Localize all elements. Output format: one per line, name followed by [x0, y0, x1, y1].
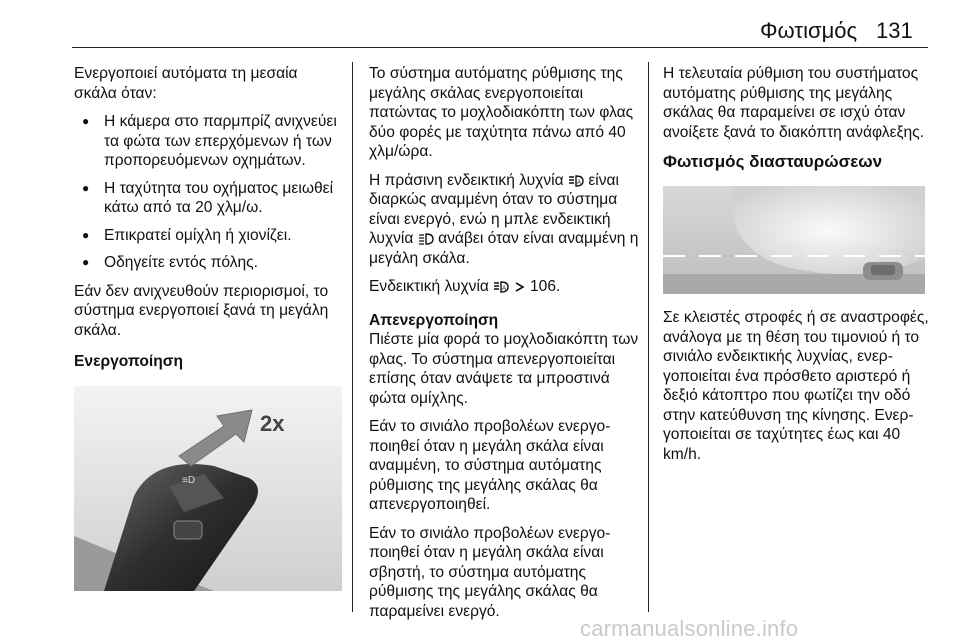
page-title: Φωτισμός: [760, 18, 858, 43]
column-divider-1: [352, 62, 353, 612]
header-rule: [72, 47, 928, 48]
indicator-reference: [369, 277, 641, 297]
last-setting-paragraph: Η τελευταία ρύθμιση του συστήματος αυτόματης ρύθμισης της μεγάλης σκάλας θα παραμείνει σε ισχύ όταν ανοίξετε ξανά το διακόπτη ανάφλεξης.: [663, 65, 925, 141]
activation-heading: Ενεργοποίηση: [74, 353, 183, 370]
reference-text: Ενδεικτική λυχνία: [369, 278, 489, 295]
stalk-button: [174, 521, 202, 539]
reference-page[interactable]: 106.: [529, 278, 561, 295]
column-2: [369, 64, 641, 630]
high-beam-icon: [418, 233, 434, 245]
restore-paragraph: Εάν δεν ανιχνευθούν περιορισμοί, το σύστημα ενεργοποιεί ξανά τη μεγάλη σκάλα.: [74, 282, 329, 339]
list-item: ● Επικρατεί ομίχλη ή χιονίζει.: [74, 226, 342, 246]
figure-label: 2x: [260, 410, 285, 436]
auto-high-beam-icon: [568, 175, 584, 187]
deactivation-heading: Απενεργοποίηση: [369, 311, 499, 329]
list-item: ● Οδηγείτε εντός πόλης.: [74, 253, 342, 273]
car-icon: [863, 262, 903, 280]
cornering-paragraph: Σε κλειστές στροφές ή σε αναστροφές, ανάλογα με τη θέση του τιμονιού ή το σινιάλο ενδεικτικής λυχνίας, ενεργοποιείται ένα πρόσθετο αριστερό ή δεξιό κάτοπτρο που φωτίζει την οδό στην κατεύθυνση της κίνησης. Ενεργοποιείται σε ταχύτητες έως και 40 km/h.: [663, 309, 929, 463]
cornering-light-heading: Φωτισμός διασταυρώσεων: [663, 152, 883, 171]
auto-high-beam-icon: [493, 281, 509, 293]
column-divider-2: [648, 62, 649, 612]
flash-inactive-paragraph: Εάν το σινιάλο προβολέων ενεργοποιηθεί όταν η μεγάλη σκάλα είναι σβηστή, το σύστημα αυτόματης ρύθμισης της μεγάλης σκάλας θα παραμείνει ενεργό.: [369, 524, 611, 620]
column-1: [74, 64, 342, 591]
indicator-text-a: Η πράσινη ενδεικτική λυχνία: [369, 171, 564, 189]
stalk-figure: [74, 386, 342, 591]
list-item: ● Η ταχύτητα του οχήματος μειωθεί κάτω από τα 20 χλμ/ω.: [74, 179, 342, 218]
list-item: ● Η κάμερα στο παρμπρίζ ανιχνεύει τα φώτα των επερχόμενων ή των προπορευόμενων οχημάτων.: [74, 112, 342, 171]
indicator-paragraph: [369, 171, 641, 269]
activation-paragraph: Το σύστημα αυτόματης ρύθμισης της μεγάλης σκάλας ενεργοποιείται πατώντας το μοχλοδιακόπτη των φλας δύο φορές με ταχύτητα πάνω από 40 χλμ/ώρα.: [369, 65, 634, 160]
indicator-text-c: ανάβει όταν είναι αναμμένη η μεγάλη σκάλα.: [369, 230, 639, 267]
conditions-list: [74, 112, 342, 273]
beam-symbol-icon: ≡D: [182, 474, 196, 486]
indicator-text-b: είναι διαρκώς αναμμένη όταν το σύστημα είναι ενεργό, ενώ η μπλε ενδεικτική λυχνία: [369, 171, 620, 247]
page-number: 131: [876, 18, 913, 43]
page-reference-icon: [514, 281, 526, 293]
deactivation-paragraph: Πιέστε μία φορά το μοχλοδιακόπτη των φλας. Το σύστημα απενεργοποιείται επίσης όταν ανάψετε τα μπροστινά φώτα ομίχλης.: [369, 331, 639, 407]
svg-text:A: A: [502, 286, 507, 292]
svg-text:A: A: [576, 179, 581, 186]
cornering-light-figure: [663, 186, 925, 294]
intro-paragraph: Ενεργοποιεί αυτόματα τη μεσαία σκάλα όταν:: [74, 65, 298, 102]
watermark: carmanualsonline.info: [580, 616, 799, 641]
flash-active-paragraph: Εάν το σινιάλο προβολέων ενεργοποιηθεί όταν η μεγάλη σκάλα είναι αναμμένη, το σύστημα αυτόματης ρύθμισης της μεγάλης σκάλας θα απενεργοποιηθεί.: [369, 418, 611, 513]
column-3: [663, 64, 931, 473]
